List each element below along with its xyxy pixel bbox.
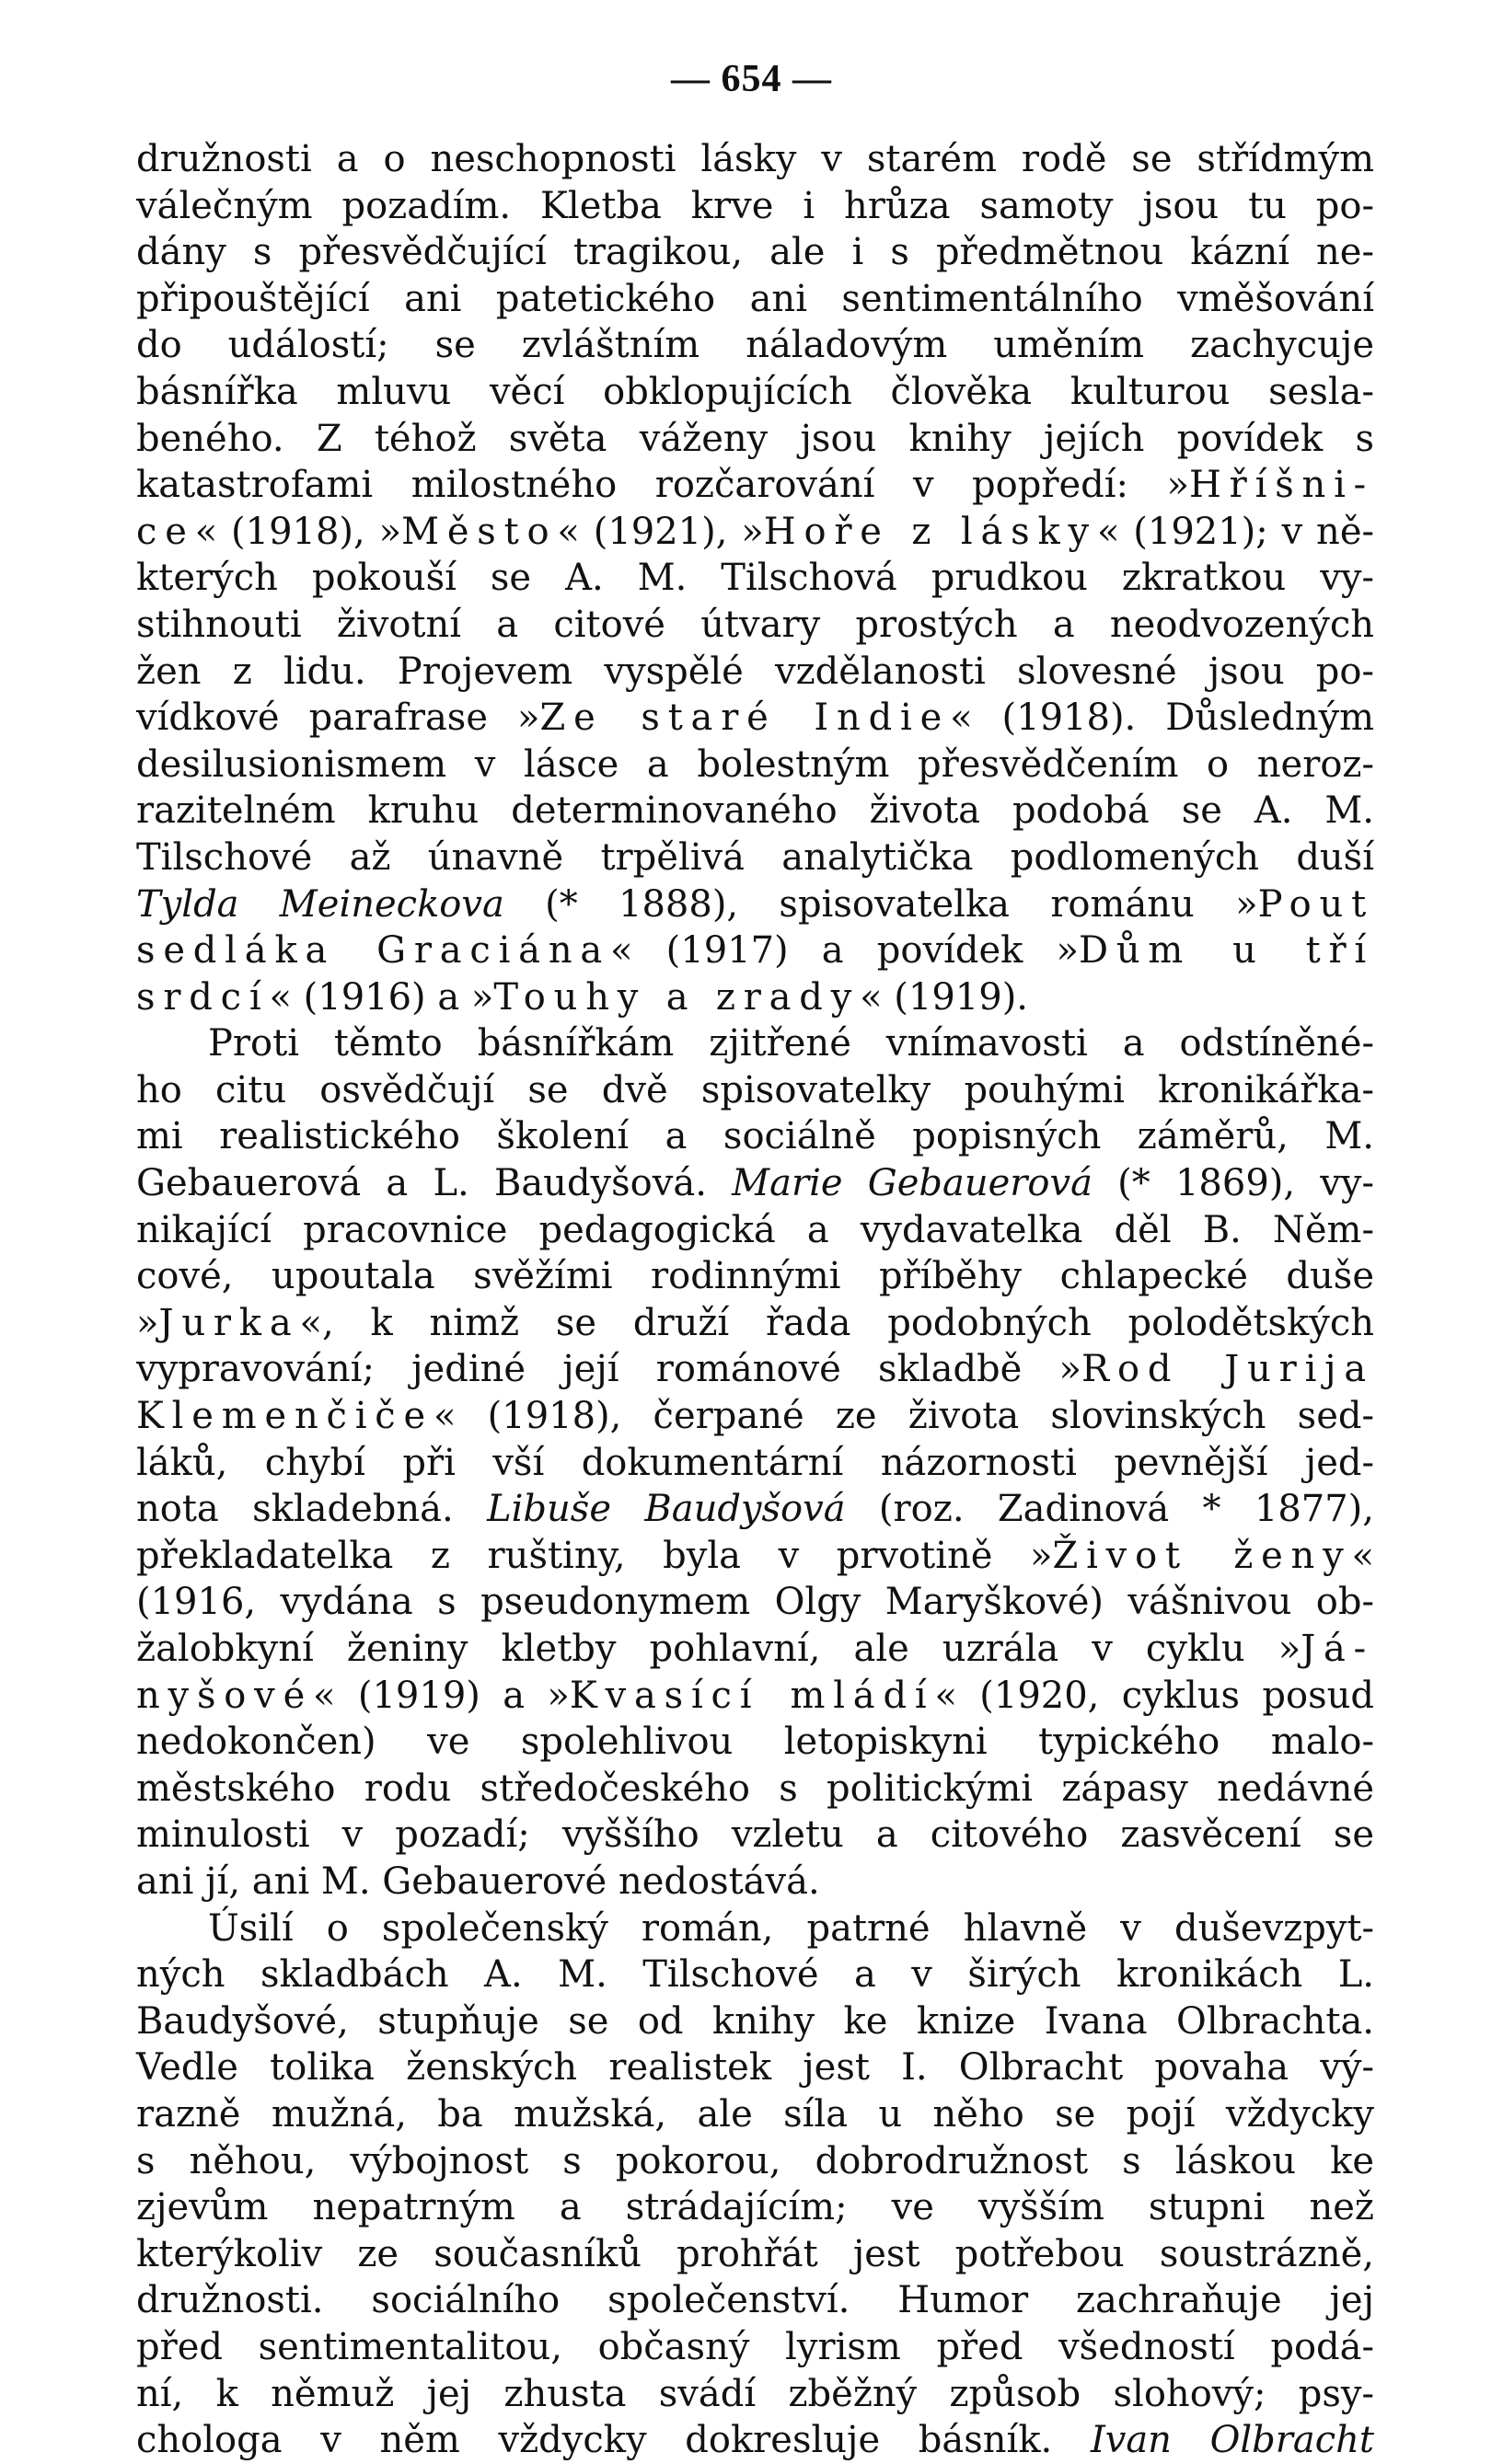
text-run: před sentimentalitou, občasný lyrism před všedností podá- — [136, 2325, 1374, 2368]
text-run: mi realistického školení a sociálně popisných záměrů, M. — [136, 1115, 1374, 1158]
spaced-title: Jurka — [158, 1301, 300, 1344]
text-run: desilusionismem v lásce a bolestným přesvědčením o neroz- — [136, 743, 1374, 786]
text-run: překladatelka z ruštiny, byla v prvotině » — [136, 1534, 1053, 1577]
text-run: nikající pracovnice pedagogická a vydavatelka děl B. Něm- — [136, 1208, 1374, 1251]
text-line — [136, 1346, 1374, 1393]
text-run: do událostí; se zvláštním náladovým uměním zachycuje — [136, 324, 1374, 367]
text-run: « (1919) a » — [313, 1674, 570, 1717]
text-line — [136, 695, 1374, 742]
text-run: « (1918), čerpané ze života slovinských sed- — [433, 1395, 1374, 1438]
text-run: Baudyšové, stupňuje se od knihy ke knize Ivana Olbrachta. — [136, 1999, 1374, 2043]
text-line — [136, 416, 1374, 463]
text-run: kterých pokouší se A. M. Tilschová prudkou zkratkou vy- — [136, 557, 1374, 600]
text-line — [136, 2277, 1374, 2324]
text-run: chologa v něm vždycky dokresluje básník. — [136, 2419, 1091, 2462]
spaced-title: Pout — [1257, 882, 1374, 926]
spaced-title: Kvasící mládí — [569, 1674, 935, 1717]
text-run: » — [136, 1301, 159, 1344]
text-line — [136, 1998, 1374, 2045]
text-run: stihnouti životní a citové útvary prostých a neodvozených — [136, 603, 1374, 646]
text-run: cové, upoutala svěžími rodinnými příběhy chlapecké duše — [136, 1255, 1374, 1298]
text-line — [136, 509, 1374, 556]
text-run: « (1918). Důsledným — [950, 697, 1374, 740]
text-line — [136, 1533, 1374, 1580]
text-line — [136, 1300, 1374, 1347]
text-line — [136, 1579, 1374, 1626]
text-line — [136, 1393, 1374, 1440]
text-line — [136, 1067, 1374, 1114]
text-line — [136, 2371, 1374, 2418]
text-run: městského rodu středočeského s politickými zápasy nedávné — [136, 1767, 1374, 1810]
text-line — [136, 1113, 1374, 1160]
text-run: s něhou, výbojnost s pokorou, dobrodružnost s láskou ke — [136, 2139, 1374, 2182]
spaced-title: Město — [401, 510, 558, 553]
italic-name: Marie Gebauerová — [732, 1162, 1093, 1205]
text-run: razitelném kruhu determinovaného života podobá se A. M. — [136, 789, 1374, 833]
text-run: nota skladebná. — [136, 1488, 488, 1531]
italic-name: Tylda Meineckova — [136, 882, 504, 926]
text-run: zjevům nepatrným a strádajícím; ve vyšším stupni než — [136, 2186, 1374, 2229]
text-run: žen z lidu. Projevem vyspělé vzdělanosti slovesné jsou po- — [136, 650, 1374, 693]
body-text — [136, 136, 1374, 2464]
text-run: beného. Z téhož světa váženy jsou knihy jejích povídek s — [136, 417, 1374, 460]
spaced-title: Ze staré Indie — [539, 697, 951, 740]
text-line — [136, 2091, 1374, 2138]
text-run: (roz. Zadinová * 1877), — [845, 1488, 1374, 1531]
text-run: (* 1869), vy- — [1092, 1162, 1375, 1205]
italic-name: Ivan Olbracht — [1090, 2419, 1374, 2462]
text-line — [136, 742, 1374, 789]
text-run: Proti těmto básnířkám zjitřené vnímavosti a odstíněné- — [208, 1022, 1374, 1065]
text-run: vídkové parafrase » — [136, 697, 540, 740]
text-run: Gebauerová a L. Baudyšová. — [136, 1162, 733, 1205]
text-run: družnosti. sociálního společenství. Humor zachraňuje jej — [136, 2279, 1374, 2322]
text-line — [136, 1626, 1374, 1673]
text-line — [136, 276, 1374, 323]
text-line — [136, 1719, 1374, 1766]
text-run: ní, k němuž jej zhusta svádí zběžný způsob slohový; psy- — [136, 2372, 1374, 2415]
text-run: (1916, vydána s pseudonymem Olgy Maryškové) vášnivou ob- — [136, 1581, 1374, 1624]
text-run: (* 1888), spisovatelka románu » — [503, 882, 1258, 926]
text-run: «, k nimž se druží řada podobných polodětských — [299, 1301, 1374, 1344]
text-run: žalobkyní ženiny kletby pohlavní, ale uzrála v cyklu » — [136, 1628, 1301, 1670]
spaced-title: Život ženy — [1052, 1534, 1352, 1577]
text-line — [136, 1766, 1374, 1813]
text-line — [136, 602, 1374, 649]
text-line — [136, 1859, 1374, 1906]
text-line — [136, 1812, 1374, 1859]
page-number: — 654 — — [671, 58, 832, 100]
text-line — [136, 369, 1374, 416]
text-line — [136, 835, 1374, 881]
text-line — [136, 2231, 1374, 2278]
text-run: Úsilí o společenský román, patrné hlavně v duševzpyt- — [208, 1906, 1374, 1950]
text-line — [136, 555, 1374, 602]
text-run: ani jí, ani M. Gebauerové nedostává. — [136, 1860, 820, 1903]
text-run: « (1921); v ně- — [1096, 510, 1375, 553]
text-run: razně mužná, ba mužská, ale síla u něho se pojí vždycky — [136, 2092, 1374, 2136]
text-line — [136, 1952, 1374, 1998]
text-run: válečným pozadím. Kletba krve i hrůza samoty jsou tu po- — [136, 184, 1374, 227]
text-line — [136, 881, 1374, 928]
spaced-title: Klemenčiče — [136, 1395, 434, 1438]
text-run: « (1916) a » — [269, 975, 494, 1019]
spaced-title: Já- — [1301, 1628, 1374, 1670]
text-line — [136, 2138, 1374, 2185]
spaced-title: nyšové — [136, 1674, 314, 1717]
text-line — [136, 2044, 1374, 2091]
text-line — [136, 2324, 1374, 2371]
text-run: Tilschové až únavně trpělivá analytička podlomených duší — [136, 835, 1374, 879]
text-line — [136, 462, 1374, 509]
spaced-title: Touhy a zrady — [493, 975, 861, 1019]
text-run: nedokončen) ve spolehlivou letopiskyni typického malo- — [136, 1721, 1374, 1764]
text-run: « (1921), » — [557, 510, 764, 553]
text-run: ných skladbách A. M. Tilschové a v širých kronikách L. — [136, 1953, 1374, 1997]
spaced-title: Hříšni- — [1189, 464, 1374, 507]
text-run: Vedle tolika ženských realistek jest I. Olbracht povaha vý- — [136, 2046, 1374, 2090]
text-run: láků, chybí při vší dokumentární názornosti pevnější jed- — [136, 1441, 1374, 1484]
text-run: připouštějící ani patetického ani sentimentálního vměšování — [136, 277, 1374, 320]
text-line — [136, 1673, 1374, 1720]
text-run: vypravování; jediné její románové skladbě » — [136, 1348, 1082, 1391]
text-run: « (1920, cyklus posud — [934, 1674, 1374, 1717]
text-line — [136, 974, 1374, 1021]
text-line — [136, 1160, 1374, 1207]
spaced-title: Hoře z lásky — [763, 510, 1097, 553]
text-line — [136, 1486, 1374, 1533]
spaced-title: srdcí — [136, 975, 270, 1019]
text-run: básnířka mluvu věcí obklopujících člověka kulturou sesla- — [136, 370, 1374, 413]
text-line — [136, 183, 1374, 230]
text-run: ho citu osvědčují se dvě spisovatelky pouhými kronikářka- — [136, 1068, 1374, 1111]
text-line — [136, 1207, 1374, 1254]
text-line — [136, 1906, 1374, 1952]
text-line — [136, 1440, 1374, 1487]
text-run: družnosti a o neschopnosti lásky v starém rodě se střídmým — [136, 138, 1374, 180]
italic-name: Libuše Baudyšová — [487, 1488, 846, 1531]
text-run: dány s přesvědčující tragikou, ale i s předmětnou kázní ne- — [136, 231, 1374, 274]
text-run: « (1919). — [860, 975, 1029, 1019]
text-line — [136, 2184, 1374, 2231]
text-line — [136, 229, 1374, 276]
text-run: « — [1351, 1534, 1374, 1577]
spaced-title: ce — [136, 510, 195, 553]
text-line — [136, 136, 1374, 183]
text-run: minulosti v pozadí; vyššího vzletu a citového zasvěcení se — [136, 1813, 1374, 1857]
spaced-title: sedláka Graciána — [136, 929, 611, 973]
text-line — [136, 927, 1374, 974]
text-run: « (1918), » — [194, 510, 402, 553]
text-line — [136, 1020, 1374, 1067]
text-line — [136, 649, 1374, 696]
spaced-title: Dům u tří — [1079, 929, 1374, 973]
text-line — [136, 2417, 1374, 2464]
text-line — [136, 1253, 1374, 1300]
text-run: kterýkoliv ze současníků prohřát jest potřebou soustrázně, — [136, 2232, 1374, 2275]
spaced-title: Rod Jurija — [1081, 1348, 1375, 1391]
text-run: « (1917) a povídek » — [610, 929, 1079, 973]
text-line — [136, 788, 1374, 835]
text-line — [136, 322, 1374, 369]
text-run: katastrofami milostného rozčarování v popředí: » — [136, 464, 1189, 507]
